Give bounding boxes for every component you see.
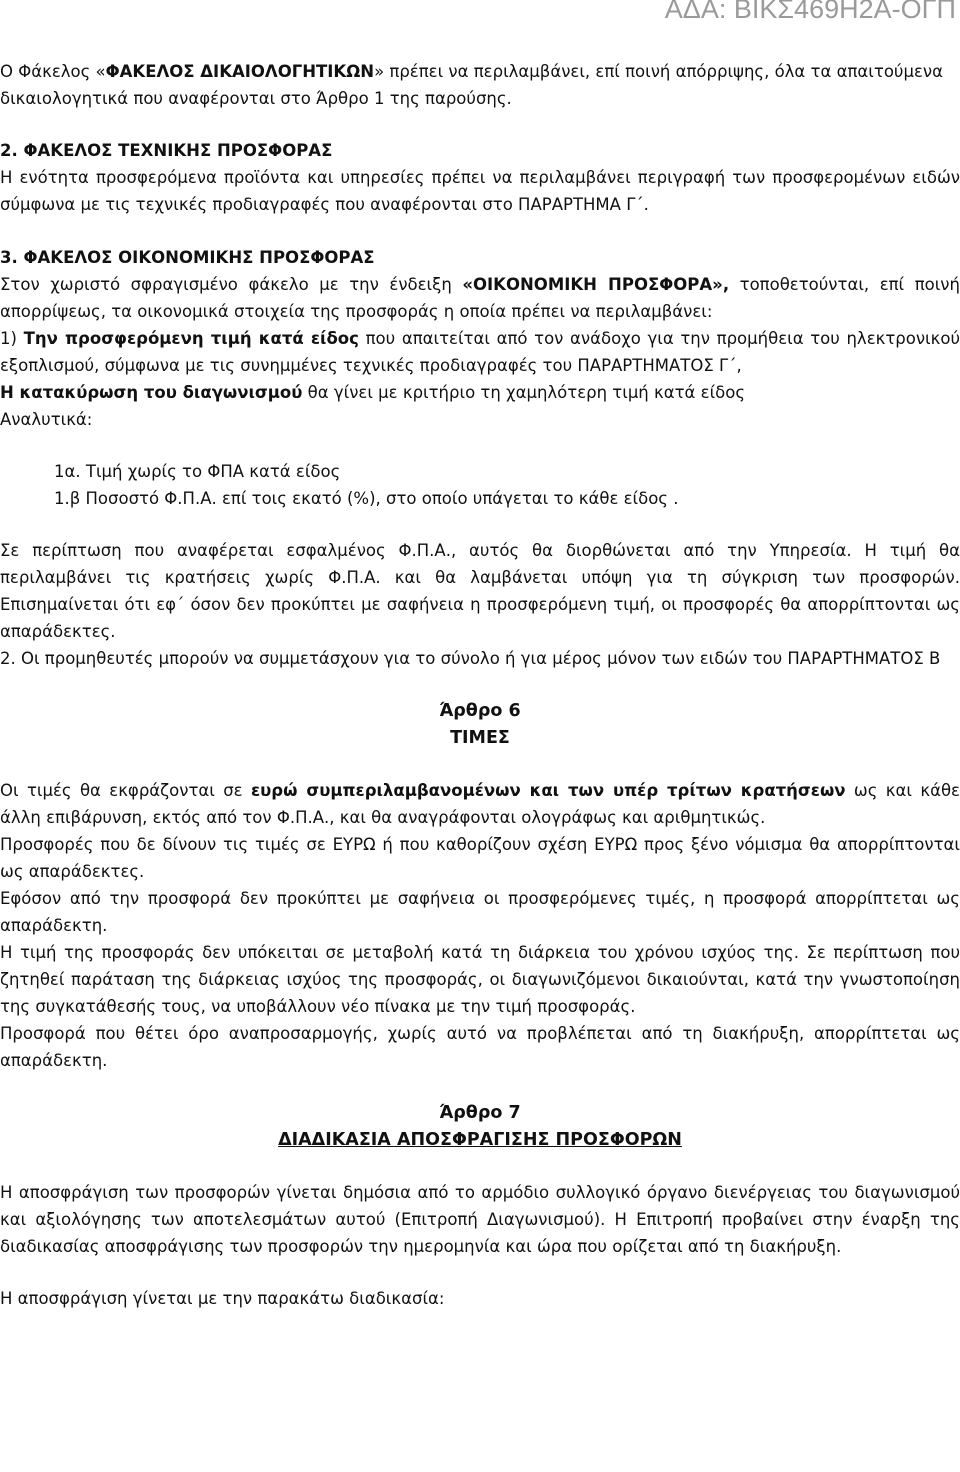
- article6-p1-post: ως και κάθε άλλη επιβάρυνση, εκτός από τον Φ.Π.Α., και θα αναγράφονται ολογράφως και αριθμητικώς.: [0, 781, 960, 827]
- item1-pre: 1): [0, 329, 24, 348]
- article7-p2: Η αποσφράγιση γίνεται με την παρακάτω διαδικασία:: [0, 1289, 445, 1308]
- article7-title: Άρθρο 7: [439, 1103, 521, 1123]
- intro-bold: ΦΑΚΕΛΟΣ ΔΙΚΑΙΟΛΟΓΗΤΙΚΩΝ: [105, 62, 375, 81]
- article6-subtitle: ΤΙΜΕΣ: [450, 728, 510, 748]
- article6-p4: Η τιμή της προσφοράς δεν υπόκειται σε μεταβολή κατά τη διάρκεια του χρόνου ισχύος της. Σε περίπτωση που ζητηθεί παράταση της διάρκειας ισχύος της προσφοράς, οι διαγωνιζόμενοι δικαιούνται, κατά την γνωστοποίηση της συγκατάθεσής τους, να υποβάλλουν νέο πίνακα με την τιμή προσφοράς.: [0, 943, 960, 1016]
- article6-p5: Προσφορά που θέτει όρο αναπροσαρμογής, χωρίς αυτό να προβλέπεται από τη διακήρυξη, απορρίπτεται ως απαράδεκτη.: [0, 1024, 960, 1070]
- article6-p1-bold: ευρώ συμπεριλαμβανομένων και των υπέρ τρίτων κρατήσεων: [250, 781, 846, 800]
- sub-item-1b: 1.β Ποσοστό Φ.Π.Α. επί τοις εκατό (%), στο οποίο υπάγεται το κάθε είδος .: [54, 489, 679, 508]
- section2-text: Η ενότητα προσφερόμενα προϊόντα και υπηρεσίες πρέπει να περιλαμβάνει περιγραφή των προσφερομένων ειδών σύμφωνα με τις τεχνικές προδιαγραφές που αναφέρονται στο ΠΑΡΑΡΤΗΜΑ Γ΄.: [0, 168, 960, 214]
- document-body: [0, 58, 960, 1312]
- article7-subtitle: ΔΙΑΔΙΚΑΣΙΑ ΑΠΟΣΦΡΑΓΙΣΗΣ ΠΡΟΣΦΟΡΩΝ: [278, 1130, 682, 1150]
- section3-item1: [0, 325, 960, 379]
- vat-error-paragraph: Σε περίπτωση που αναφέρεται εσφαλμένος Φ.Π.Α., αυτός θα διορθώνεται από την Υπηρεσία. Η τιμή θα περιλαμβάνει τις κρατήσεις χωρίς Φ.Π.Α. και θα λαμβάνεται υπόψη για τη σύγκριση των προσφορών. Επισημαίνεται ότι εφ΄ όσον δεν προκύπτει με σαφήνεια η προσφερόμενη τιμή, οι προσφορές θα απορρίπτονται ως απαράδεκτες.: [0, 541, 960, 641]
- section3-p1-post: τοποθετούνται, επί ποινή απορρίψεως, τα οικονομικά στοιχεία της προσφοράς η οποία πρέπει να περιλαμβάνει:: [0, 275, 960, 321]
- article6-p1: [0, 777, 960, 831]
- article7-p1: Η αποσφράγιση των προσφορών γίνεται δημόσια από το αρμόδιο συλλογικό όργανο διενέργειας του διαγωνισμού και αξιολόγησης των αποτελεσμάτων αυτού (Επιτροπή Διαγωνισμού). Η Επιτροπή προβαίνει στην έναρξη της διαδικασίας αποσφράγισης των προσφορών την ημερομηνία και ώρα που ορίζεται από τη διακήρυξη.: [0, 1183, 960, 1256]
- analytically-label: Αναλυτικά:: [0, 410, 93, 429]
- award-post: θα γίνει με κριτήριο τη χαμηλότερη τιμή κατά είδος: [302, 383, 746, 402]
- intro-paragraph: [0, 58, 960, 112]
- intro-post: » πρέπει να περιλαμβάνει, επί ποινή απόρριψης, όλα τα απαιτούμενα δικαιολογητικά που αναφέρονται στο Άρθρο 1 της παρούσης.: [0, 62, 943, 108]
- item1-post: που απαιτείται από τον ανάδοχο για την προμήθεια του ηλεκτρονικού εξοπλισμού, σύμφωνα με τις συνημμένες τεχνικές προδιαγραφές του ΠΑΡΑΡΤΗΜΑΤΟΣ Γ΄,: [0, 329, 960, 375]
- article6-title: Άρθρο 6: [439, 701, 521, 721]
- item1-bold: Την προσφερόμενη τιμή κατά είδος: [23, 329, 359, 348]
- section2-heading: 2. ΦΑΚΕΛΟΣ ΤΕΧΝΙΚΗΣ ΠΡΟΣΦΟΡΑΣ: [0, 141, 333, 160]
- section3-item2: 2. Οι προμηθευτές μπορούν να συμμετάσχουν για το σύνολο ή για μέρος μόνον των ειδών του ΠΑΡΑΡΤΗΜΑΤΟΣ Β: [0, 649, 941, 668]
- award-bold: Η κατακύρωση του διαγωνισμού: [0, 383, 303, 402]
- article6-p2: Προσφορές που δε δίνουν τις τιμές σε ΕΥΡΩ ή που καθορίζουν σχέση ΕΥΡΩ προς ξένο νόμισμα θα απορρίπτονται ως απαράδεκτες.: [0, 835, 960, 881]
- award-paragraph: [0, 379, 960, 406]
- section3-heading: 3. ΦΑΚΕΛΟΣ ΟΙΚΟΝΟΜΙΚΗΣ ΠΡΟΣΦΟΡΑΣ: [0, 248, 375, 267]
- article6-p3: Εφόσον από την προσφορά δεν προκύπτει με σαφήνεια οι προσφερόμενες τιμές, η προσφορά απορρίπτεται ως απαράδεκτη.: [0, 889, 960, 935]
- section3-p1-pre: Στον χωριστό σφραγισμένο φάκελο με την ένδειξη: [0, 275, 463, 294]
- section3-paragraph: [0, 271, 960, 325]
- ada-header: ΑΔΑ: ΒΙΚΣ469Η2Α-ΟΓΠ: [664, 0, 956, 24]
- article6-p1-pre: Οι τιμές θα εκφράζονται σε: [0, 781, 251, 800]
- intro-pre: Ο Φάκελος «: [0, 62, 106, 81]
- sub-item-1a: 1α. Τιμή χωρίς το ΦΠΑ κατά είδος: [54, 462, 341, 481]
- section3-p1-bold: «ΟΙΚΟΝΟΜΙΚΗ ΠΡΟΣΦΟΡΑ»,: [462, 275, 730, 294]
